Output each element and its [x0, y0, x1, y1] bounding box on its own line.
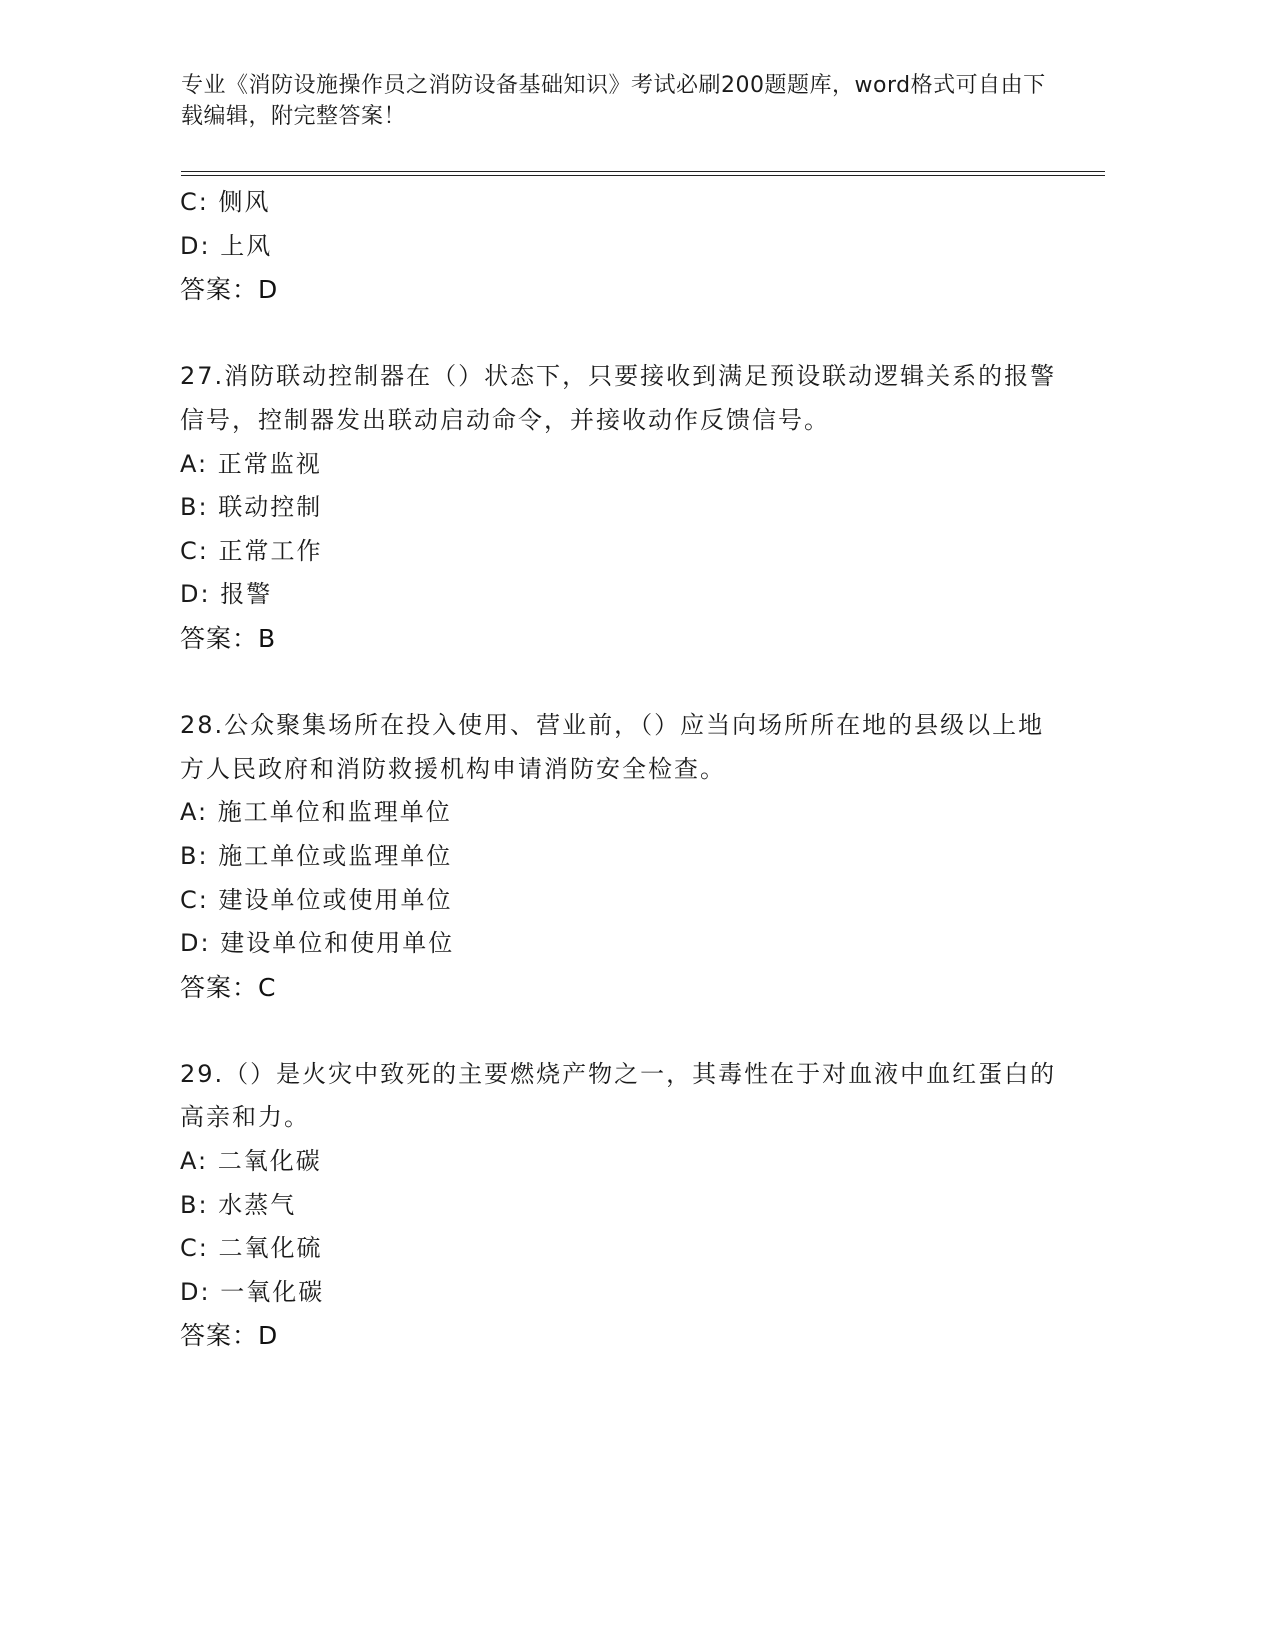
- option-label: A:: [180, 449, 209, 478]
- document-header: [181, 70, 1051, 132]
- option-text: 建设单位或使用单位: [218, 885, 453, 914]
- option-text: 水蒸气: [218, 1190, 297, 1219]
- option-c: [180, 1227, 1060, 1271]
- option-text: 建设单位和使用单位: [220, 929, 455, 958]
- question-block-partial: [180, 181, 1060, 312]
- option-text: 施工单位或监理单位: [218, 841, 453, 870]
- option-b: [180, 835, 1060, 879]
- option-b: [180, 1184, 1060, 1228]
- option-label: A:: [180, 1147, 209, 1176]
- option-label: D:: [180, 231, 211, 260]
- option-d: [180, 225, 1060, 269]
- option-a: [180, 443, 1060, 487]
- option-c: [180, 879, 1060, 923]
- option-label: D:: [180, 580, 211, 609]
- answer-line: 答案：C: [180, 972, 277, 1002]
- option-label: B:: [180, 1190, 209, 1219]
- option-text: 正常工作: [218, 536, 323, 565]
- option-text: 上风: [220, 231, 273, 260]
- question-stem: 29.（）是火灾中致死的主要燃烧产物之一，其毒性在于对血液中血红蛋白的高亲和力。: [180, 1059, 1057, 1132]
- option-label: A:: [180, 798, 209, 827]
- spacer: [180, 1009, 1060, 1053]
- option-text: 联动控制: [218, 493, 323, 522]
- question-block: [180, 355, 1060, 660]
- option-label: C:: [180, 536, 209, 565]
- option-label: C:: [180, 885, 209, 914]
- option-a: [180, 1140, 1060, 1184]
- option-text: 施工单位和监理单位: [217, 798, 452, 827]
- option-text: 侧风: [218, 188, 271, 216]
- header-text: 专业《消防设施操作员之消防设备基础知识》考试必刷200题题库，word格式可自由下载编辑，附完整答案！: [181, 73, 1046, 129]
- option-text: 一氧化碳: [220, 1277, 325, 1306]
- question-stem: 27.消防联动控制器在（）状态下，只要接收到满足预设联动逻辑关系的报警信号，控制器发出联动启动命令，并接收动作反馈信号。: [180, 362, 1057, 434]
- answer-line: 答案：D: [180, 1321, 279, 1351]
- question-block: [180, 1053, 1060, 1358]
- option-d: [180, 573, 1060, 617]
- option-c: [180, 530, 1060, 574]
- header-rule-bottom: [181, 175, 1105, 176]
- spacer: [180, 661, 1060, 705]
- spacer: [180, 312, 1060, 356]
- option-label: B:: [180, 493, 209, 522]
- header-rule-top: [181, 171, 1105, 172]
- option-label: D:: [180, 1277, 211, 1306]
- option-d: [180, 1271, 1060, 1315]
- option-label: C:: [180, 188, 209, 216]
- option-text: 二氧化硫: [218, 1234, 323, 1263]
- option-c: [180, 181, 1060, 225]
- option-text: 报警: [220, 580, 273, 609]
- option-d: [180, 922, 1060, 966]
- question-stem: 28.公众聚集场所在投入使用、营业前，（）应当向场所所在地的县级以上地方人民政府和消防救援机构申请消防安全检查。: [180, 711, 1045, 783]
- option-text: 正常监视: [217, 449, 322, 478]
- option-b: [180, 486, 1060, 530]
- answer-line: 答案：D: [180, 275, 279, 305]
- answer-line: 答案：B: [180, 623, 277, 653]
- option-text: 二氧化碳: [217, 1147, 322, 1176]
- option-label: C:: [180, 1234, 209, 1263]
- option-label: D:: [180, 929, 211, 958]
- option-a: [180, 791, 1060, 835]
- option-label: B:: [180, 841, 209, 870]
- question-list: [180, 181, 1060, 1358]
- question-block: [180, 704, 1060, 1009]
